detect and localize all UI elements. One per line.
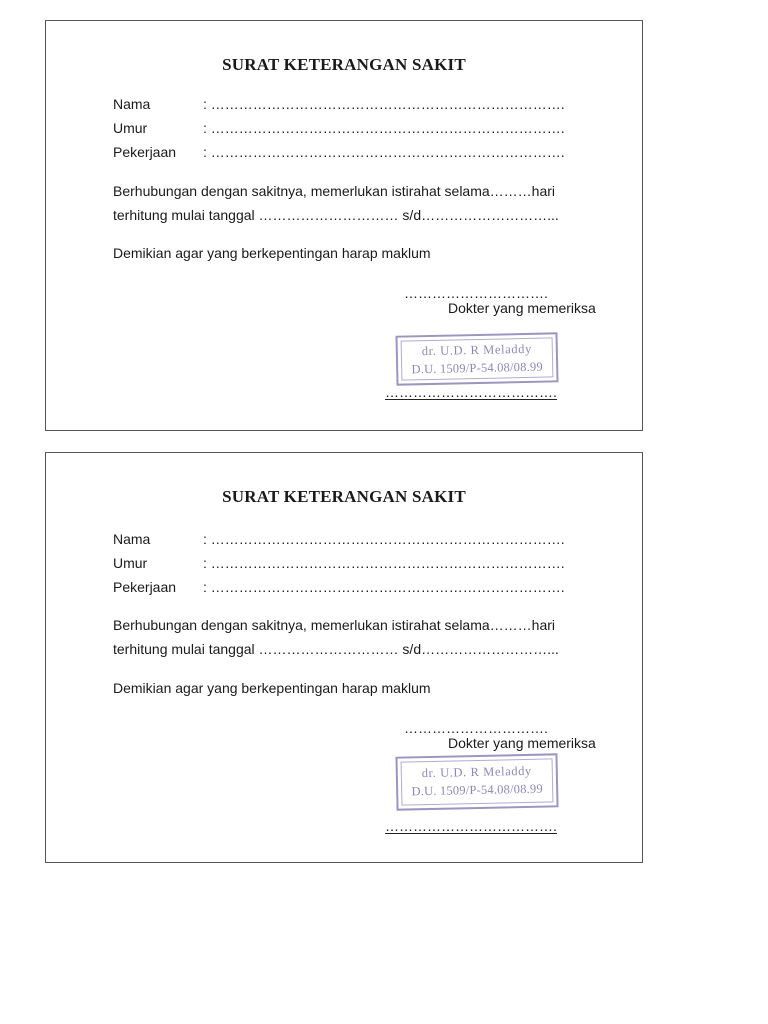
field-umur (113, 120, 565, 136)
field-value: : …………………………………………………………………. (203, 579, 565, 595)
field-nama (113, 96, 565, 112)
field-pekerjaan (113, 579, 565, 595)
field-pekerjaan (113, 144, 565, 160)
signature-dots: …………………………. (404, 285, 548, 301)
field-value: : …………………………………………………………………. (203, 120, 565, 136)
letter-title: SURAT KETERANGAN SAKIT (222, 55, 466, 74)
doctor-stamp (395, 753, 558, 810)
field-value: : …………………………………………………………………. (203, 96, 565, 112)
sick-letter-card-1 (45, 20, 643, 431)
field-label: Umur (113, 555, 148, 571)
letter-title: SURAT KETERANGAN SAKIT (222, 487, 466, 506)
date-range-line: terhitung mulai tanggal ………………………… s/d………………………... (113, 641, 559, 657)
field-value: : …………………………………………………………………. (203, 144, 565, 160)
field-label: Nama (113, 531, 151, 547)
field-label: Umur (113, 120, 148, 136)
sick-letter-card-2 (45, 452, 643, 863)
doctor-label: Dokter yang memeriksa (448, 735, 596, 751)
field-value: : …………………………………………………………………. (203, 555, 565, 571)
doctor-label: Dokter yang memeriksa (448, 300, 596, 316)
signature-line: ………………………………. (385, 818, 557, 834)
stamp-number: D.U. 1509/P-54.08/08.99 (411, 359, 543, 377)
field-label: Pekerjaan (113, 144, 177, 160)
rest-period-line: Berhubungan dengan sakitnya, memerlukan istirahat selama………hari (113, 183, 556, 199)
stamp-name: dr. U.D. R Meladdy (421, 341, 532, 359)
signature-line: ………………………………. (385, 384, 557, 400)
field-umur (113, 555, 565, 571)
doctor-stamp (395, 332, 558, 385)
field-label: Pekerjaan (113, 579, 177, 595)
closing-line: Demikian agar yang berkepentingan harap maklum (113, 245, 431, 261)
date-range-line: terhitung mulai tanggal ………………………… s/d………………………... (113, 207, 559, 223)
stamp-number: D.U. 1509/P-54.08/08.99 (411, 781, 543, 799)
rest-period-line: Berhubungan dengan sakitnya, memerlukan istirahat selama………hari (113, 617, 556, 633)
field-value: : …………………………………………………………………. (203, 531, 565, 547)
closing-line: Demikian agar yang berkepentingan harap maklum (113, 680, 431, 696)
signature-dots: …………………………. (404, 720, 548, 736)
stamp-name: dr. U.D. R Meladdy (421, 763, 532, 781)
field-label: Nama (113, 96, 151, 112)
field-nama (113, 531, 565, 547)
